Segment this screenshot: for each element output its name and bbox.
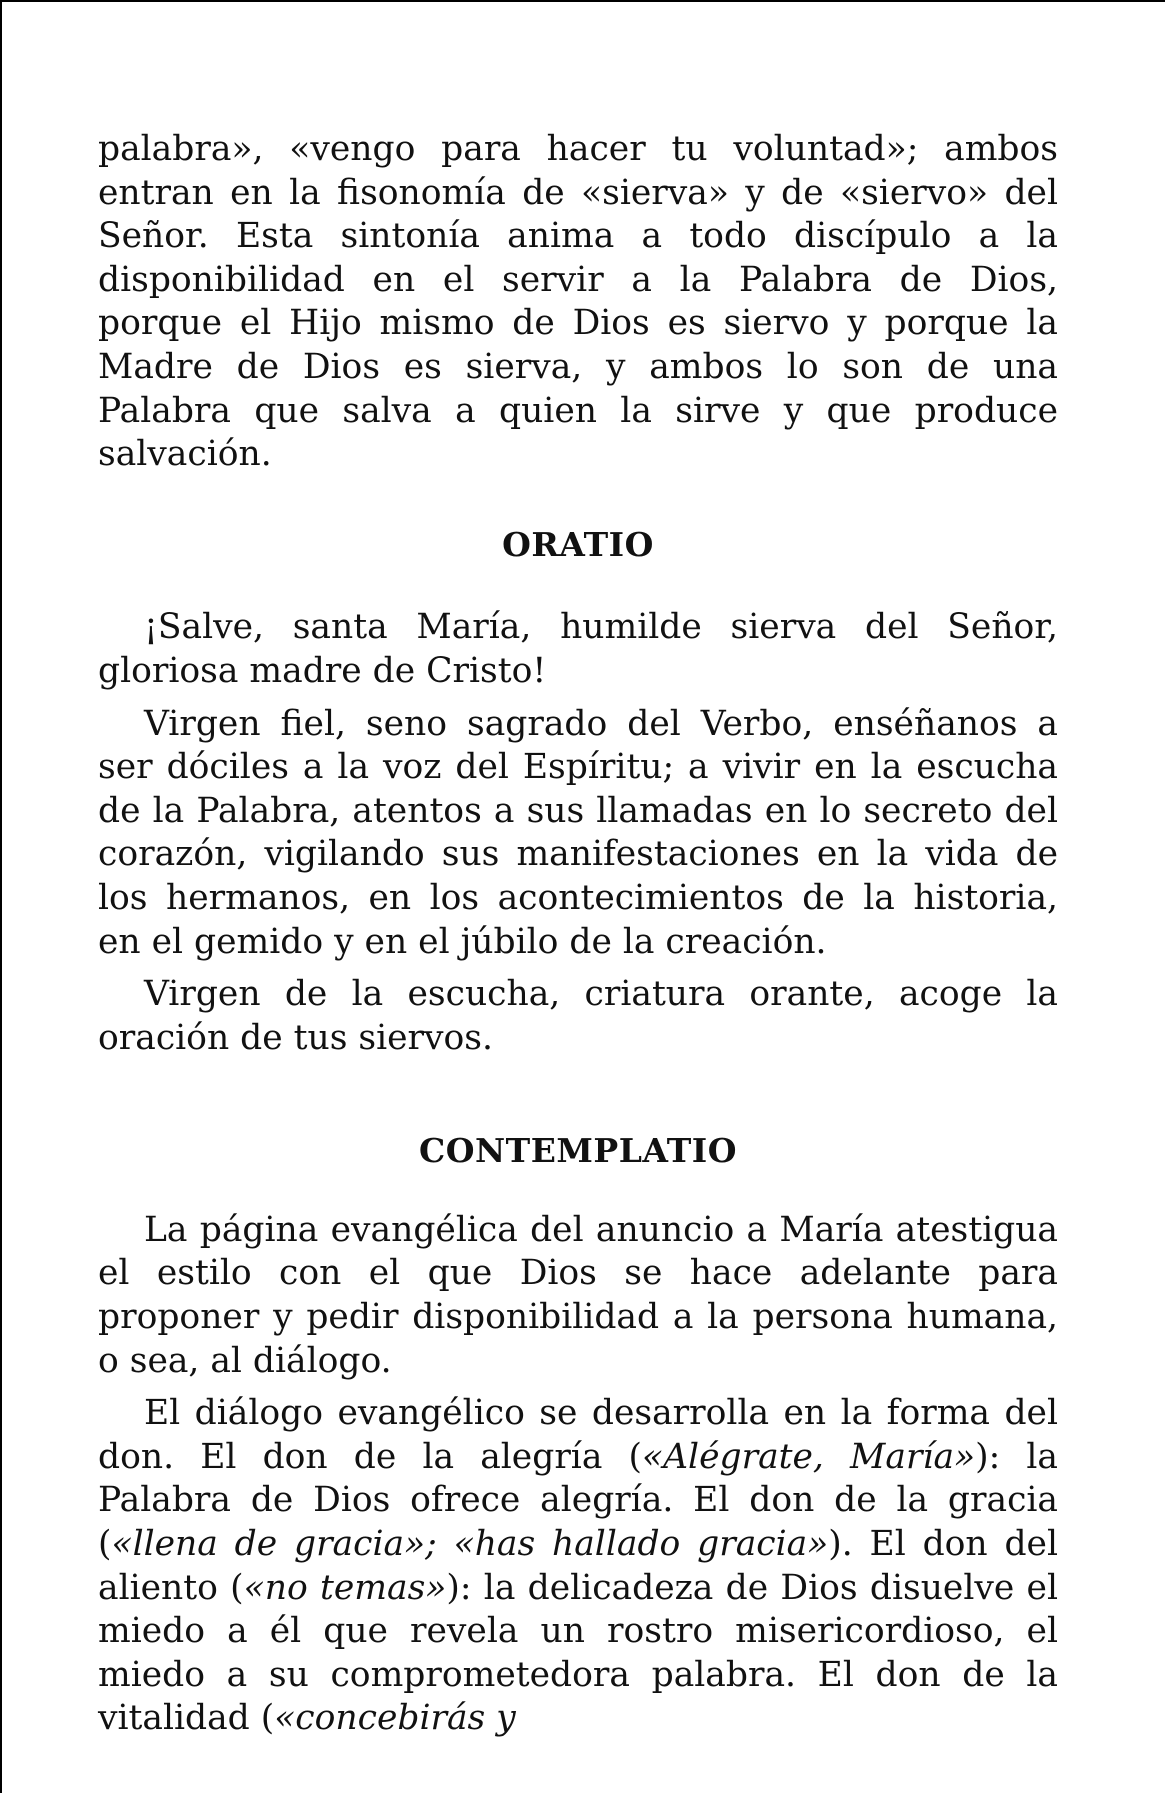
contemplatio-heading: CONTEMPLATIO <box>419 1131 737 1171</box>
oratio-paragraph-3: Virgen de la escucha, criatura orante, acoge la oración de tus siervos. <box>98 974 1058 1058</box>
oratio-paragraph-2: Virgen fiel, seno sagrado del Verbo, enséñanos a ser dóciles a la voz del Espíritu; a vivir en la escucha de la Palabra, atentos a sus llamadas en lo secreto del corazón, vigilando sus manifestaciones en la vida de los hermanos, en los acontecimientos de la historia, en el gemido y en el júbilo de la creación. <box>98 703 1058 962</box>
quote-concebiras: «concebirás y <box>274 1698 516 1739</box>
page-text <box>98 128 1058 1741</box>
intro-paragraph: palabra», «vengo para hacer tu voluntad»; ambos entran en la fisonomía de «sierva» y de «siervo» del Señor. Esta sintonía anima a todo discípulo a la disponibilidad en el servir a la Palabra de Dios, porque el Hijo mismo de Dios es siervo y porque la Madre de Dios es sierva, y ambos lo son de una Palabra que salva a quien la sirve y que produce salvación. <box>98 129 1058 475</box>
contemplatio-block <box>98 1209 1058 1741</box>
contemplatio-text-3: ). El don del aliento ( <box>98 1524 1059 1608</box>
quote-no-temas: «no temas» <box>243 1567 447 1608</box>
contemplatio-text-4: ): la delicadeza de Dios disuelve el miedo a él que revela un rostro misericordioso, el miedo a su comprometedora palabra. El don de la vitalidad ( <box>98 1567 1059 1739</box>
contemplatio-text-1: El diálogo evangélico se desarrolla en la forma del don. El don de la alegría ( <box>98 1393 1058 1477</box>
intro-block <box>98 128 1058 477</box>
oratio-heading: ORATIO <box>502 524 654 564</box>
contemplatio-text-2: ): la Palabra de Dios ofrece alegría. El don de la gracia ( <box>98 1436 1058 1565</box>
oratio-paragraph-1: ¡Salve, santa María, humilde sierva del Señor, gloriosa madre de Cristo! <box>98 607 1058 691</box>
oratio-block <box>98 606 1058 1060</box>
quote-llena-de-gracia: «llena de gracia»; «has hallado gracia» <box>111 1524 829 1565</box>
contemplatio-paragraph-1: La página evangélica del anuncio a María atestigua el estilo con el que Dios se hace adelante para proponer y pedir disponibilidad a la persona humana, o sea, al diálogo. <box>98 1209 1058 1381</box>
contemplatio-paragraph-2 <box>98 1392 1058 1741</box>
quote-alegrate: «Alégrate, María» <box>642 1436 976 1477</box>
